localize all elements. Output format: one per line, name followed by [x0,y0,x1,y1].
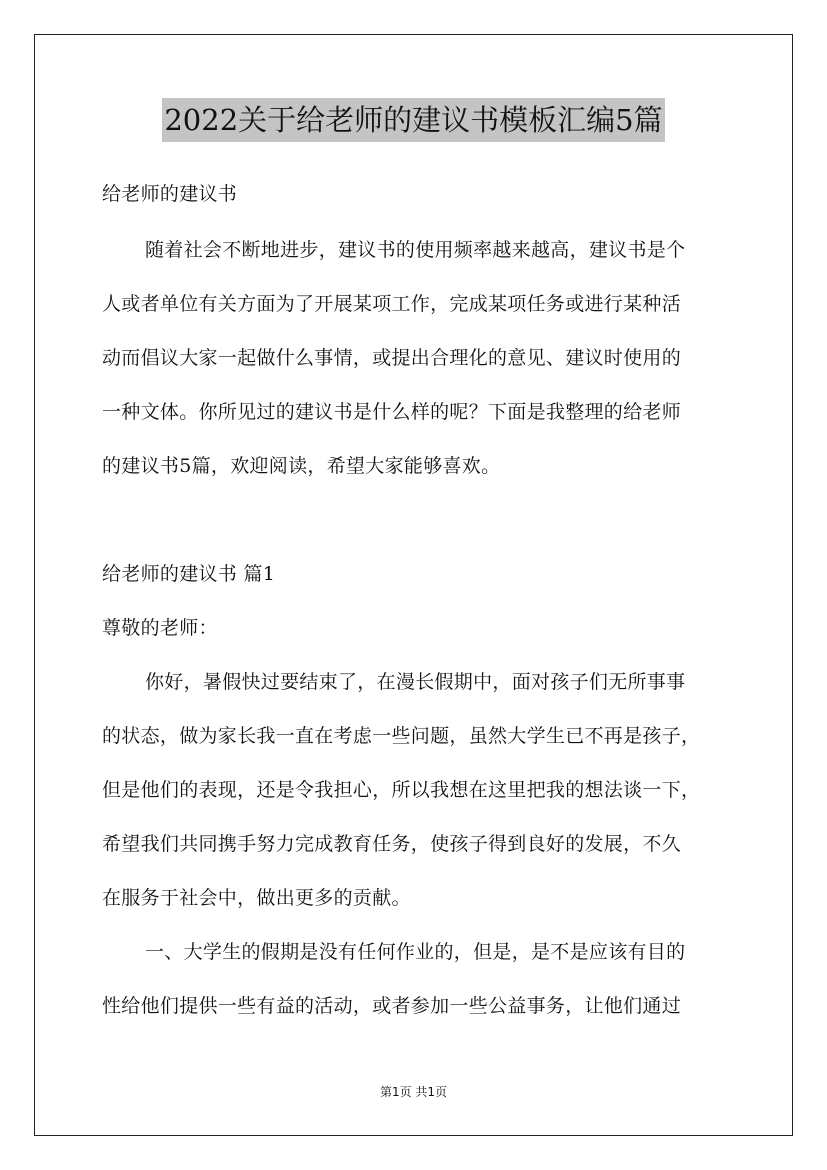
document-title-wrap [0,98,827,142]
document-title: 2022关于给老师的建议书模板汇编5篇 [162,98,664,142]
paragraph-line: 人或者单位有关方面为了开展某项工作，完成某项任务或进行某种活 [102,293,682,315]
paragraph-line: 性给他们提供一些有益的活动，或者参加一些公益事务，让他们通过 [102,995,682,1017]
paragraph-line: 的建议书5篇，欢迎阅读，希望大家能够喜欢。 [102,455,501,477]
paragraph-line: 但是他们的表现，还是令我担心，所以我想在这里把我的想法谈一下， [102,779,701,801]
section-heading: 给老师的建议书 [102,183,238,205]
salutation: 尊敬的老师： [102,617,218,639]
paragraph-line: 一种文体。你所见过的建议书是什么样的呢？下面是我整理的给老师 [102,401,682,423]
paragraph-line: 的状态，做为家长我一直在考虑一些问题，虽然大学生已不再是孩子， [102,725,701,747]
paragraph-line: 你好，暑假快过要结束了，在漫长假期中，面对孩子们无所事事 [145,671,686,693]
paragraph-line: 随着社会不断地进步，建议书的使用频率越来越高，建议书是个 [145,239,686,261]
paragraph-line: 一、大学生的假期是没有任何作业的，但是，是不是应该有目的 [145,941,686,963]
paragraph-line: 在服务于社会中，做出更多的贡献。 [102,887,411,909]
paragraph-line: 动而倡议大家一起做什么事情，或提出合理化的意见、建议时使用的 [102,347,682,369]
section-heading: 给老师的建议书 篇1 [102,563,276,585]
page-footer: 第1页 共1页 [379,1085,448,1099]
paragraph-line: 希望我们共同携手努力完成教育任务，使孩子得到良好的发展，不久 [102,833,682,855]
